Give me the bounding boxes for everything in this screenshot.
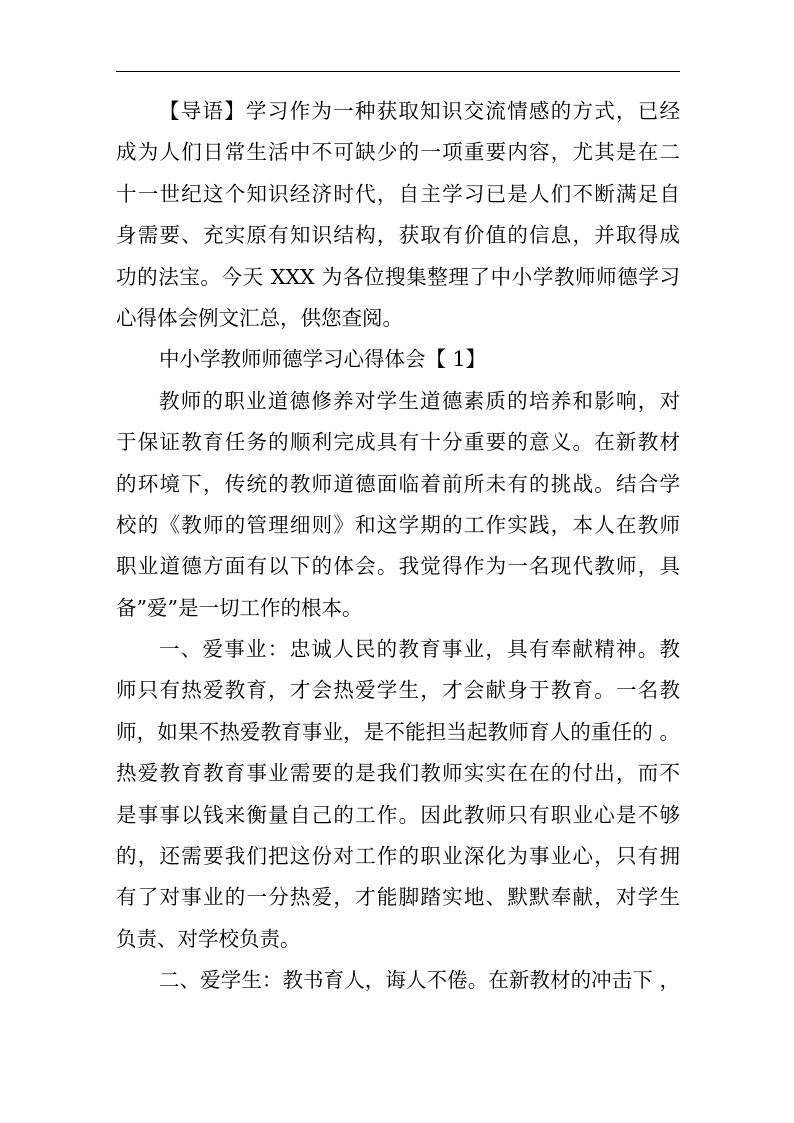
text-line: 【导语】学习作为一种获取知识交流情感的方式，已经 (159, 99, 680, 123)
text-line: 校的《教师的管理细则》和这学期的工作实践，本人在教师 (116, 512, 680, 537)
text-line: 职业道德方面有以下的体会。我觉得作为一名现代教师，具 (116, 554, 680, 579)
text-line: 一、爱事业：忠诚人民的教育事业，具有奉献精神。教 (159, 637, 680, 662)
text-line: 热爱教育教育事业需要的是我们教师实实在在的付出，而不 (116, 761, 680, 786)
text-line: 功的法宝。今天 XXX 为各位搜集整理了中小学教师师德学习 (116, 264, 680, 289)
text-line: 身需要、充实原有知识结构，获取有价值的信息，并取得成 (116, 223, 680, 248)
text-line: 成为人们日常生活中不可缺少的一项重要内容，尤其是在二 (116, 140, 680, 165)
text-line: 中小学教师师德学习心得体会【 1】 (159, 347, 487, 372)
text-line: 二、爱学生：教书育人，诲人不倦。在新教材的冲击下 ， (159, 968, 680, 993)
text-line: 心得体会例文汇总，供您查阅。 (116, 305, 403, 330)
text-line: 于保证教育任务的顺利完成具有十分重要的意义。在新教材 (116, 430, 680, 455)
text-line: 的，还需要我们把这份对工作的职业深化为事业心，只有拥 (116, 844, 680, 869)
document-body (116, 91, 680, 1002)
text-line: 有了对事业的一分热爱，才能脚踏实地、默默奉献，对学生 (116, 885, 680, 910)
text-line: 备”爱”是一切工作的根本。 (116, 595, 363, 620)
text-line: 的环境下，传统的教师道德面临着前所未有的挑战。结合学 (116, 471, 680, 496)
header-rule (116, 71, 680, 72)
text-line: 是事事以钱来衡量自己的工作。因此教师只有职业心是不够 (116, 802, 680, 827)
text-line: 负责、对学校负责。 (116, 926, 301, 951)
text-line: 师，如果不热爱教育事业，是不能担当起教师育人的重任的 。 (116, 719, 680, 744)
text-line: 教师的职业道德修养对学生道德素质的培养和影响，对 (159, 388, 680, 413)
text-line: 十一世纪这个知识经济时代，自主学习已是人们不断满足自 (116, 181, 680, 206)
text-line: 师只有热爱教育，才会热爱学生，才会献身于教育。一名教 (116, 678, 680, 703)
